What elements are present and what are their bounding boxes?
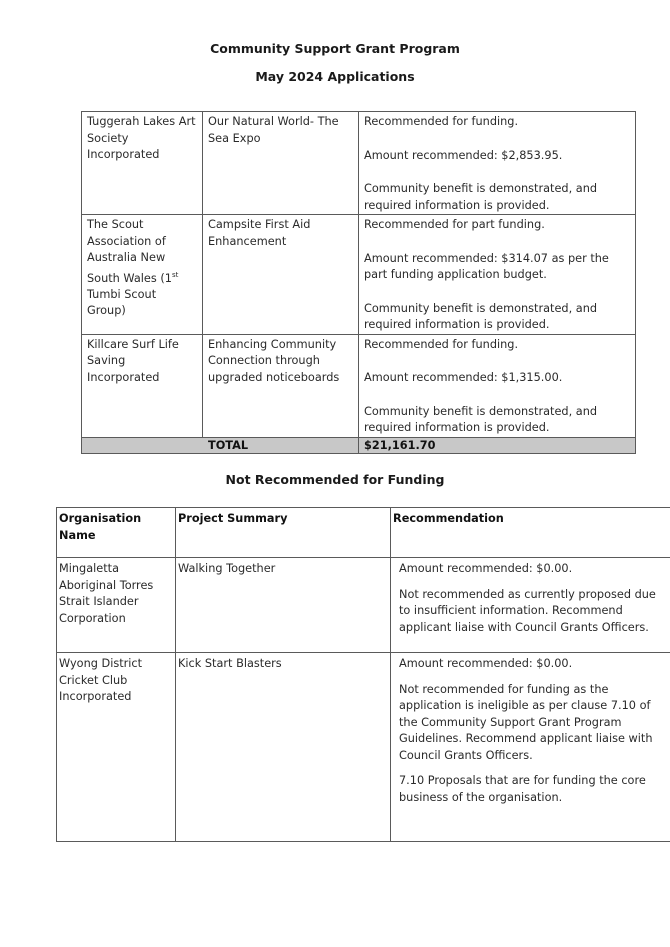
benefit-text: Community benefit is demonstrated, and required information is provided.: [364, 182, 598, 212]
table-row: [82, 334, 636, 437]
organisation-cell: Mingaletta Aboriginal Torres Strait Islander Corporation: [57, 558, 176, 653]
organisation-cell: Killcare Surf Life Saving Incorporated: [82, 334, 203, 437]
benefit-text: Community benefit is demonstrated, and required information is provided.: [364, 404, 598, 434]
recommendation-text: Recommended for funding.: [364, 115, 519, 128]
header-recommendation: Recommendation: [391, 508, 670, 558]
not-recommended-heading: Not Recommended for Funding: [225, 472, 445, 487]
header-project: Project Summary: [176, 508, 391, 558]
amount-text: Amount recommended: $2,853.95.: [364, 148, 563, 162]
project-cell: Our Natural World- The Sea Expo: [203, 112, 359, 215]
project-cell: Walking Together: [176, 558, 391, 653]
reason-text: Not recommended for funding as the application is ineligible as per clause 7.10 of the Community Support Grant Program Guidelines. Recommend applicant liaise with Council Grants Officers.: [399, 682, 653, 762]
organisation-cell: Tuggerah Lakes Art Society Incorporated: [82, 112, 203, 215]
project-cell: Campsite First Aid Enhancement: [203, 215, 359, 335]
approved-applications-table: [81, 111, 636, 454]
not-recommended-table: [56, 507, 670, 842]
total-value: $21,161.70: [359, 437, 636, 453]
amount-text: Amount recommended: $314.07 as per the part funding application budget.: [364, 251, 609, 281]
reason-text: Not recommended as currently proposed due to insufficient information. Recommend applicant liaise with Council Grants Officers.: [399, 587, 656, 634]
document-title: Community Support Grant Program: [210, 41, 460, 56]
project-cell: Enhancing Community Connection through upgraded noticeboards: [203, 334, 359, 437]
organisation-cell: [82, 215, 203, 335]
amount-text: Amount recommended: $1,315.00.: [364, 371, 563, 384]
total-empty-cell: [82, 437, 203, 453]
total-row: [82, 437, 636, 453]
benefit-text: Community benefit is demonstrated, and required information is provided.: [364, 301, 598, 331]
amount-text: Amount recommended: $0.00.: [399, 562, 573, 575]
recommendation-text: Recommended for part funding.: [364, 218, 545, 231]
total-label: TOTAL: [203, 437, 359, 453]
recommendation-cell: [359, 215, 636, 335]
table-row: [82, 112, 636, 215]
recommendation-cell: [359, 112, 636, 215]
amount-text: Amount recommended: $0.00.: [399, 657, 573, 670]
organisation-text-cont: Tumbi Scout Group): [87, 287, 157, 318]
table-row: [57, 653, 670, 842]
document-subtitle: May 2024 Applications: [255, 69, 415, 84]
header-organisation: Organisation Name: [57, 508, 176, 558]
recommendation-cell: [391, 653, 670, 842]
recommendation-cell: [391, 558, 670, 653]
table-row: [82, 215, 636, 335]
recommendation-text: Recommended for funding.: [364, 337, 519, 351]
table-row: [57, 558, 670, 653]
ordinal-suffix: st: [171, 270, 179, 279]
organisation-cell: Wyong District Cricket Club Incorporated: [57, 653, 176, 842]
clause-text: 7.10 Proposals that are for funding the core business of the organisation.: [399, 774, 646, 804]
project-cell: Kick Start Blasters: [176, 653, 391, 842]
recommendation-cell: [359, 334, 636, 437]
organisation-text: The Scout Association of Australia New South Wales (1: [87, 218, 172, 285]
table-header-row: [57, 508, 670, 558]
